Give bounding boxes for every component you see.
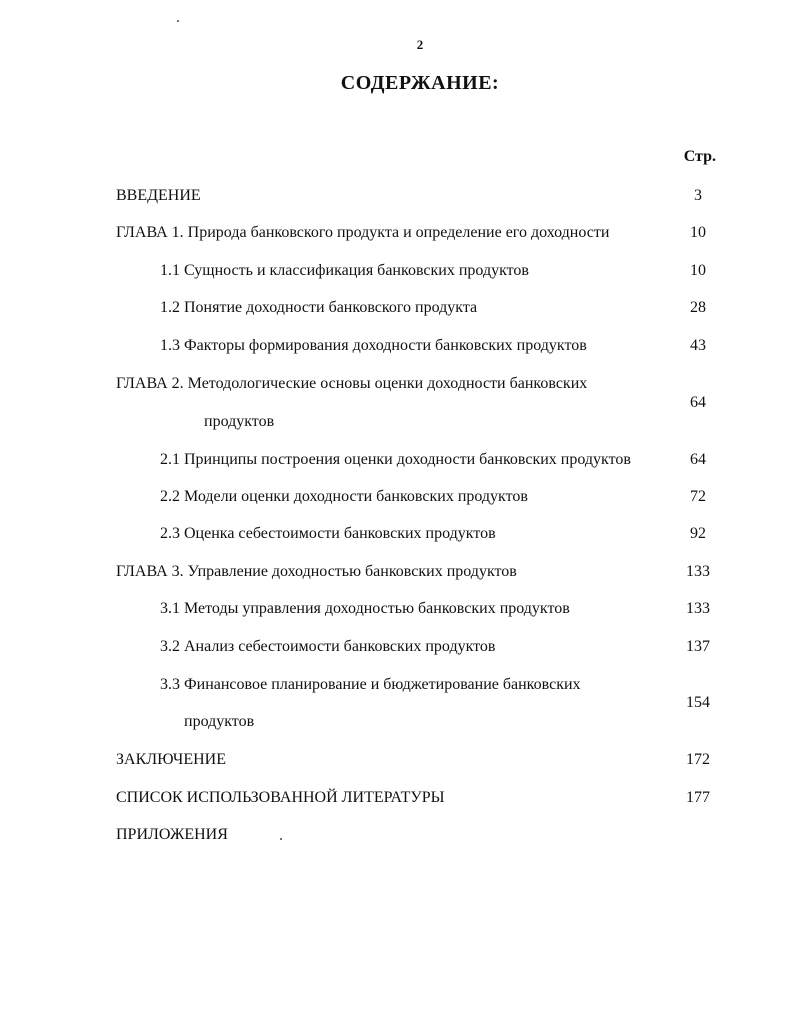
- toc-entry-chapter-2-cont: продуктов: [204, 413, 275, 430]
- toc-entry-chapter-2: ГЛАВА 2. Методологические основы оценки доходности банковских: [116, 375, 588, 392]
- toc-entry-section-2-3: 2.3 Оценка себестоимости банковских продуктов: [160, 525, 496, 542]
- scan-speck: [177, 20, 179, 22]
- page-number: 2: [416, 37, 424, 52]
- page-column-header: Стр.: [683, 148, 716, 165]
- toc-page-references: 177: [686, 789, 710, 806]
- toc-entry-section-1-3: 1.3 Факторы формирования доходности банковских продуктов: [160, 337, 587, 354]
- toc-entry-intro: ВВЕДЕНИЕ: [116, 187, 201, 204]
- toc-entry-section-2-1: 2.1 Принципы построения оценки доходности банковских продуктов: [160, 451, 631, 468]
- toc-entry-conclusion: ЗАКЛЮЧЕНИЕ: [116, 751, 226, 768]
- toc-entry-section-2-2: 2.2 Модели оценки доходности банковских продуктов: [160, 488, 528, 505]
- toc-page-section-3-2: 137: [686, 638, 710, 655]
- toc-entry-chapter-1: ГЛАВА 1. Природа банковского продукта и определение его доходности: [116, 224, 610, 241]
- page-title: СОДЕРЖАНИЕ:: [340, 72, 500, 94]
- toc-entry-section-3-3: 3.3 Финансовое планирование и бюджетирование банковских: [160, 676, 581, 693]
- toc-page-section-2-3: 92: [690, 525, 706, 542]
- toc-page-section-1-1: 10: [690, 262, 706, 279]
- toc-entry-chapter-3: ГЛАВА 3. Управление доходностью банковских продуктов: [116, 563, 517, 580]
- toc-page-section-1-3: 43: [690, 337, 706, 354]
- toc-entry-section-3-2: 3.2 Анализ себестоимости банковских продуктов: [160, 638, 496, 655]
- toc-page-section-2-2: 72: [690, 488, 706, 505]
- toc-page-intro: 3: [694, 187, 702, 204]
- toc-page-section-3-1: 133: [686, 600, 710, 617]
- toc-entry-references: СПИСОК ИСПОЛЬЗОВАННОЙ ЛИТЕРАТУРЫ: [116, 789, 445, 806]
- toc-entry-section-1-1: 1.1 Сущность и классификация банковских продуктов: [160, 262, 529, 279]
- toc-entry-section-1-2: 1.2 Понятие доходности банковского продукта: [160, 299, 478, 316]
- toc-page-section-2-1: 64: [690, 451, 706, 468]
- toc-page-chapter-3: 133: [686, 563, 710, 580]
- toc-page-chapter-2: 64: [690, 394, 706, 411]
- scan-speck: [280, 838, 282, 840]
- toc-entry-section-3-1: 3.1 Методы управления доходностью банковских продуктов: [160, 600, 570, 617]
- toc-page-chapter-1: 10: [690, 224, 706, 241]
- toc-page-section-3-3: 154: [686, 694, 710, 711]
- toc-page-conclusion: 172: [686, 751, 710, 768]
- toc-entry-appendices: ПРИЛОЖЕНИЯ: [116, 826, 228, 843]
- toc-entry-section-3-3-cont: продуктов: [184, 713, 255, 730]
- toc-page-section-1-2: 28: [690, 299, 706, 316]
